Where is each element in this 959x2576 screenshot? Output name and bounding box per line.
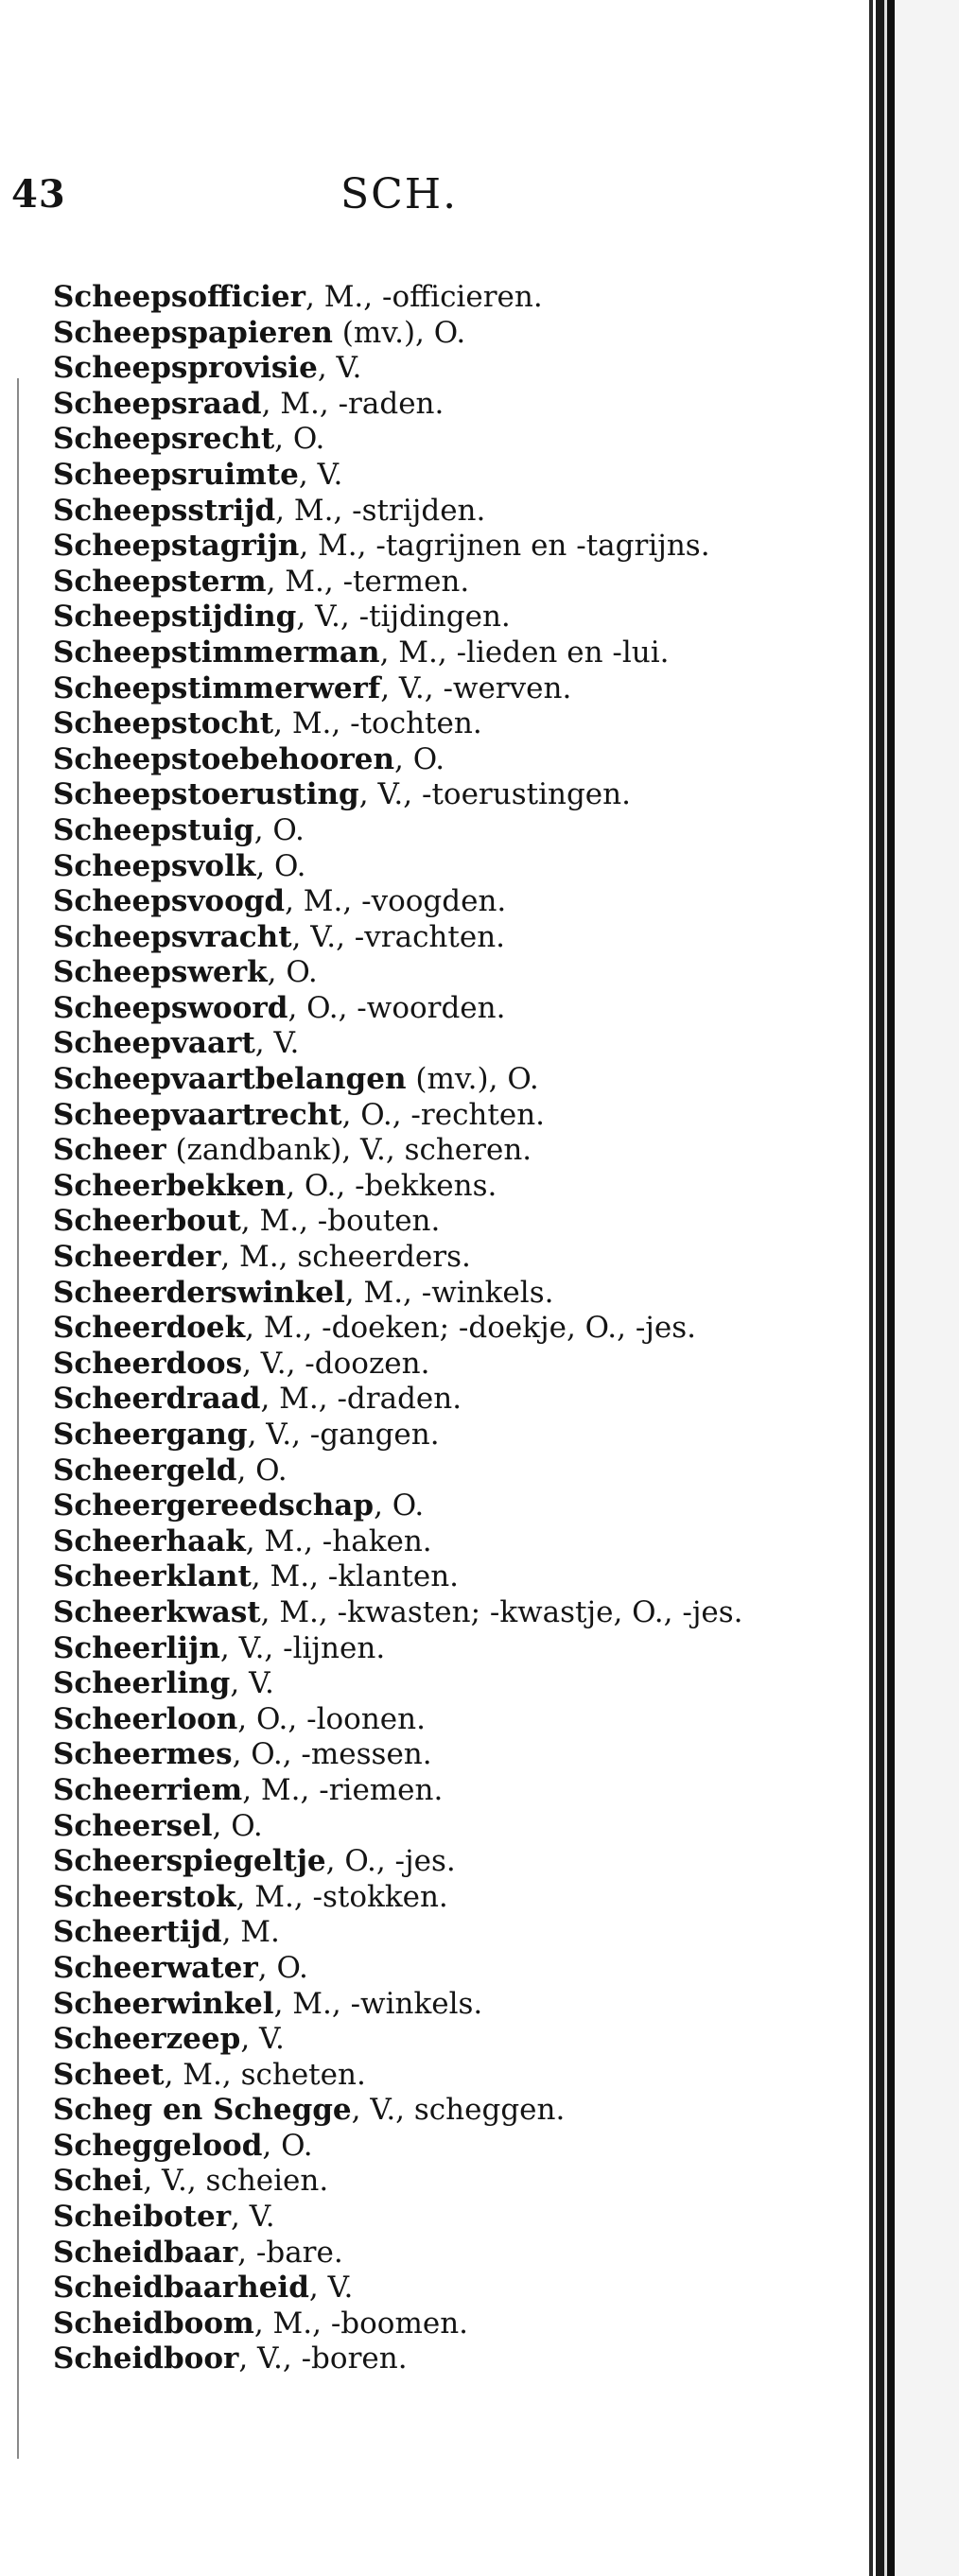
entry-grammar: , V. bbox=[240, 2022, 285, 2057]
entry-grammar: , M., -draden. bbox=[260, 1382, 462, 1417]
entry-headword: Scheertijd bbox=[53, 1915, 222, 1950]
entry-headword: Scheepsvracht bbox=[53, 919, 292, 954]
entry-grammar: , M., -raden. bbox=[261, 386, 445, 421]
entry-headword: Scheergang bbox=[53, 1418, 248, 1452]
entry-grammar: , V., -boren. bbox=[238, 2341, 408, 2376]
entry-grammar: , O., -messen. bbox=[232, 1737, 432, 1772]
entry-grammar: , O. bbox=[393, 741, 445, 776]
entry-headword: Scheerling bbox=[53, 1666, 231, 1701]
book-binding-edge bbox=[856, 0, 959, 2576]
entry-headword: Scheepsstrijd bbox=[53, 493, 276, 528]
dictionary-entry bbox=[53, 1809, 753, 1845]
entry-headword: Scheepsvolk bbox=[53, 848, 256, 883]
dictionary-entry bbox=[53, 387, 753, 423]
entry-headword: Scheg en Schegge bbox=[53, 2093, 352, 2128]
dictionary-entry bbox=[53, 2306, 753, 2342]
dictionary-entry bbox=[53, 1382, 753, 1418]
entry-grammar: , M., -tagrijnen en -tagrijns. bbox=[299, 529, 710, 564]
entry-headword: Scheersel bbox=[53, 1808, 213, 1843]
dictionary-entry bbox=[53, 2129, 753, 2165]
entry-grammar: , O. bbox=[212, 1808, 263, 1843]
entry-grammar: , V. bbox=[230, 1666, 274, 1701]
entry-grammar: , M., -termen. bbox=[266, 564, 470, 599]
dictionary-entry bbox=[53, 706, 753, 742]
dictionary-entry bbox=[53, 1098, 753, 1134]
entry-grammar: , V., scheggen. bbox=[351, 2093, 566, 2128]
entry-headword: Scheepstocht bbox=[53, 706, 274, 741]
entry-grammar: , M., -boomen. bbox=[253, 2306, 469, 2341]
entry-headword: Scheepsruimte bbox=[53, 457, 299, 492]
entry-grammar: , M., -riemen. bbox=[242, 1772, 444, 1807]
entry-grammar: , V. bbox=[317, 351, 362, 386]
entry-grammar: , M., -tochten. bbox=[273, 706, 482, 741]
entry-headword: Scheidboor bbox=[53, 2341, 239, 2376]
entry-headword: Schei bbox=[53, 2164, 144, 2199]
dictionary-entry bbox=[53, 2164, 753, 2200]
entry-headword: Scheerbekken bbox=[53, 1168, 287, 1203]
dictionary-entry bbox=[53, 2200, 753, 2236]
entry-grammar: , M., -kwasten; -kwastje, O., -jes. bbox=[260, 1594, 743, 1629]
entry-grammar: , M., scheten. bbox=[164, 2057, 366, 2092]
page-number: 43 bbox=[11, 172, 66, 217]
entry-grammar: , V., -gangen. bbox=[247, 1418, 440, 1452]
dictionary-entry bbox=[53, 635, 753, 671]
dictionary-entry bbox=[53, 1666, 753, 1702]
entry-headword: Scheepswerk bbox=[53, 955, 268, 990]
dictionary-entry bbox=[53, 1737, 753, 1773]
dictionary-entry bbox=[53, 1524, 753, 1560]
dictionary-entry bbox=[53, 991, 753, 1027]
dictionary-entry bbox=[53, 742, 753, 778]
dictionary-entry bbox=[53, 1631, 753, 1667]
entry-headword: Scheergeld bbox=[53, 1453, 237, 1488]
entry-headword: Scheepswoord bbox=[53, 990, 288, 1025]
entry-grammar: , M., -doeken; -doekje, O., -jes. bbox=[245, 1311, 697, 1346]
dictionary-entry bbox=[53, 1951, 753, 1987]
dictionary-entry bbox=[53, 1702, 753, 1738]
dictionary-entry bbox=[53, 565, 753, 600]
entry-headword: Scheepsraad bbox=[53, 386, 262, 421]
entry-grammar: , V., -vrachten. bbox=[291, 919, 506, 954]
entry-headword: Scheepsvoogd bbox=[53, 884, 286, 919]
entry-grammar: , M., -stokken. bbox=[235, 1879, 448, 1914]
dictionary-entry bbox=[53, 316, 753, 352]
entry-headword: Scheepvaartbelangen bbox=[53, 1062, 407, 1097]
dictionary-entry-list bbox=[53, 280, 753, 2377]
entry-grammar: , M., -bouten. bbox=[240, 1204, 441, 1239]
entry-grammar: , O. bbox=[255, 848, 306, 883]
entry-grammar: , M., -officieren. bbox=[305, 280, 543, 314]
entry-headword: Scheerhaak bbox=[53, 1523, 246, 1558]
entry-headword: Scheepstoerusting bbox=[53, 777, 359, 812]
entry-grammar: , M. bbox=[221, 1915, 280, 1950]
entry-grammar: , V., -doozen. bbox=[242, 1346, 430, 1381]
entry-grammar: , M., -winkels. bbox=[273, 1986, 483, 2021]
dictionary-entry bbox=[53, 1204, 753, 1240]
dictionary-entry bbox=[53, 2271, 753, 2306]
entry-grammar: , M., -voogden. bbox=[285, 884, 507, 919]
entry-grammar: (mv.), O. bbox=[332, 315, 466, 350]
entry-headword: Scheidboom bbox=[53, 2306, 254, 2341]
entry-headword: Scheerklant bbox=[53, 1559, 252, 1594]
entry-grammar: , V., scheien. bbox=[143, 2164, 329, 2199]
entry-headword: Scheerbout bbox=[53, 1204, 241, 1239]
dictionary-entry bbox=[53, 1453, 753, 1489]
entry-headword: Scheerderswinkel bbox=[53, 1275, 345, 1310]
entry-headword: Scheerder bbox=[53, 1240, 221, 1275]
dictionary-entry bbox=[53, 1595, 753, 1631]
entry-grammar: , V., -toerustingen. bbox=[358, 777, 631, 812]
entry-grammar: (mv.), O. bbox=[406, 1062, 539, 1097]
entry-headword: Scheerspiegeltje bbox=[53, 1844, 326, 1879]
dictionary-entry bbox=[53, 1488, 753, 1524]
dictionary-entry bbox=[53, 777, 753, 813]
entry-grammar: , O., -rechten. bbox=[341, 1097, 546, 1132]
entry-grammar: , M., -haken. bbox=[245, 1523, 432, 1558]
entry-grammar: , V. bbox=[231, 2200, 275, 2235]
entry-headword: Scheerzeep bbox=[53, 2022, 241, 2057]
dictionary-entry bbox=[53, 920, 753, 956]
dictionary-entry bbox=[53, 813, 753, 849]
dictionary-entry bbox=[53, 1311, 753, 1347]
dictionary-entry bbox=[53, 1062, 753, 1098]
dictionary-entry bbox=[53, 422, 753, 458]
entry-grammar: (zandbank), V., scheren. bbox=[166, 1133, 532, 1168]
entry-headword: Scheerdraad bbox=[53, 1382, 261, 1417]
entry-headword: Scheepspapieren bbox=[53, 315, 333, 350]
entry-headword: Scheerlijn bbox=[53, 1630, 220, 1665]
entry-grammar: , M., -klanten. bbox=[251, 1559, 460, 1594]
entry-headword: Scheepsrecht bbox=[53, 422, 275, 457]
entry-grammar: , V., -tijdingen. bbox=[296, 600, 511, 635]
entry-grammar: , -bare. bbox=[237, 2235, 343, 2270]
dictionary-entry bbox=[53, 1276, 753, 1312]
entry-headword: Scheepstoebehooren bbox=[53, 741, 394, 776]
entry-grammar: , O. bbox=[274, 422, 325, 457]
dictionary-entry bbox=[53, 494, 753, 530]
entry-grammar: , M., -lieden en -lui. bbox=[379, 635, 670, 670]
entry-grammar: , O., -loonen. bbox=[237, 1701, 426, 1736]
entry-grammar: , M., -strijden. bbox=[275, 493, 486, 528]
entry-grammar: , O. bbox=[267, 955, 318, 990]
entry-headword: Scheerkwast bbox=[53, 1594, 261, 1629]
entry-grammar: , O. bbox=[253, 812, 305, 847]
dictionary-entry bbox=[53, 2058, 753, 2094]
entry-grammar: , M., scheerders. bbox=[220, 1240, 471, 1275]
entry-grammar: , O. bbox=[257, 1950, 308, 1985]
entry-headword: Scheepstijding bbox=[53, 600, 297, 635]
entry-grammar: , V. bbox=[308, 2271, 354, 2306]
entry-grammar: , O., -jes. bbox=[325, 1844, 456, 1879]
entry-headword: Scheet bbox=[53, 2057, 165, 2092]
entry-headword: Scheepstuig bbox=[53, 812, 254, 847]
dictionary-entry bbox=[53, 1915, 753, 1951]
entry-headword: Scheidbaar bbox=[53, 2235, 238, 2270]
entry-headword: Scheerstok bbox=[53, 1879, 236, 1914]
dictionary-entry bbox=[53, 1347, 753, 1383]
dictionary-entry bbox=[53, 1773, 753, 1809]
dictionary-entry bbox=[53, 1418, 753, 1453]
entry-headword: Scheerwinkel bbox=[53, 1986, 274, 2021]
dictionary-entry bbox=[53, 671, 753, 707]
entry-headword: Scheggelood bbox=[53, 2128, 263, 2163]
running-head: SCH. bbox=[340, 170, 459, 218]
dictionary-entry bbox=[53, 2341, 753, 2377]
dictionary-entry bbox=[53, 884, 753, 920]
dictionary-entry bbox=[53, 2236, 753, 2271]
entry-grammar: , O. bbox=[374, 1488, 425, 1523]
entry-headword: Scheerloon bbox=[53, 1701, 238, 1736]
entry-grammar: , V., -werven. bbox=[380, 670, 572, 705]
entry-grammar: , O., -bekkens. bbox=[286, 1168, 497, 1203]
dictionary-entry bbox=[53, 1880, 753, 1916]
entry-headword: Scheepstimmerwerf bbox=[53, 670, 381, 705]
dictionary-entry bbox=[53, 1240, 753, 1276]
entry-grammar: , O. bbox=[262, 2128, 313, 2163]
entry-headword: Scheepsprovisie bbox=[53, 351, 318, 386]
dictionary-entry bbox=[53, 1133, 753, 1169]
entry-headword: Scheer bbox=[53, 1133, 166, 1168]
entry-headword: Scheermes bbox=[53, 1737, 233, 1772]
entry-grammar: , M., -winkels. bbox=[344, 1275, 554, 1310]
entry-grammar: , O., -woorden. bbox=[288, 990, 506, 1025]
entry-headword: Scheerdoek bbox=[53, 1311, 246, 1346]
dictionary-entry bbox=[53, 849, 753, 885]
dictionary-entry bbox=[53, 351, 753, 387]
entry-grammar: , V., -lijnen. bbox=[219, 1630, 386, 1665]
entry-headword: Scheepvaartrecht bbox=[53, 1097, 342, 1132]
dictionary-entry bbox=[53, 458, 753, 494]
dictionary-entry bbox=[53, 1169, 753, 1205]
entry-headword: Scheepsofficier bbox=[53, 280, 305, 314]
entry-headword: Scheiboter bbox=[53, 2200, 232, 2235]
dictionary-entry bbox=[53, 529, 753, 565]
margin-rule bbox=[17, 378, 19, 2459]
dictionary-entry bbox=[53, 1026, 753, 1062]
dictionary-entry bbox=[53, 600, 753, 635]
entry-grammar: , O. bbox=[236, 1453, 288, 1488]
dictionary-entry bbox=[53, 1987, 753, 2023]
entry-headword: Scheepvaart bbox=[53, 1026, 255, 1061]
entry-headword: Scheerdoos bbox=[53, 1346, 243, 1381]
dictionary-entry bbox=[53, 2022, 753, 2058]
dictionary-entry bbox=[53, 280, 753, 316]
entry-grammar: , V. bbox=[298, 457, 343, 492]
entry-headword: Scheergereedschap bbox=[53, 1488, 375, 1523]
dictionary-entry bbox=[53, 955, 753, 991]
dictionary-entry bbox=[53, 2093, 753, 2129]
entry-headword: Scheepstagrijn bbox=[53, 529, 300, 564]
dictionary-entry bbox=[53, 1844, 753, 1880]
entry-headword: Scheerriem bbox=[53, 1772, 243, 1807]
dictionary-entry bbox=[53, 1559, 753, 1595]
entry-headword: Scheepstimmerman bbox=[53, 635, 380, 670]
entry-headword: Scheerwater bbox=[53, 1950, 258, 1985]
entry-headword: Scheidbaarheid bbox=[53, 2271, 309, 2306]
entry-grammar: , V. bbox=[254, 1026, 300, 1061]
entry-headword: Scheepsterm bbox=[53, 564, 267, 599]
